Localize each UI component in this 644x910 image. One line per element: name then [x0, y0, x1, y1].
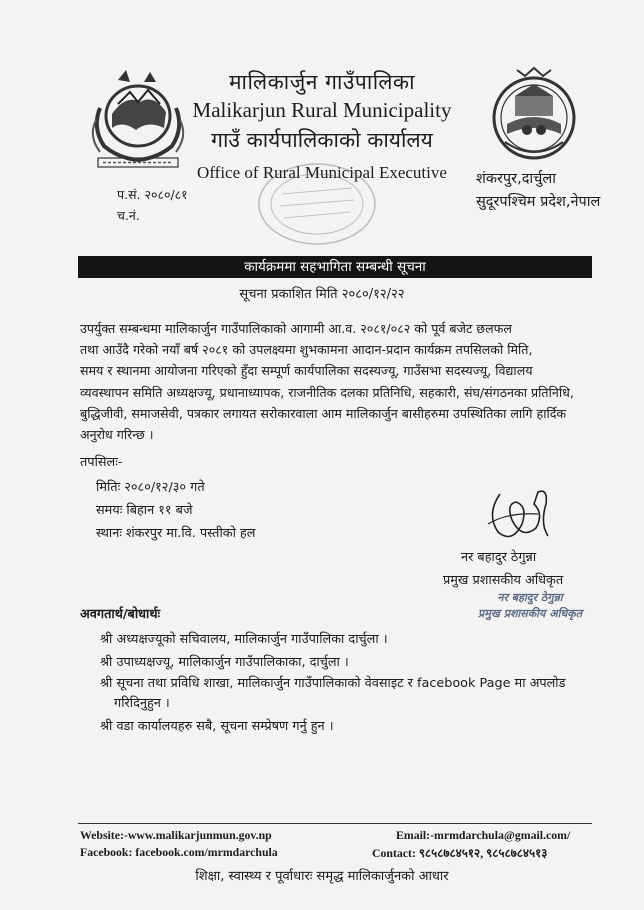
- body-line: समय र स्थानमा आयोजना गरिएको हुँदा सम्पूर्ण कार्यपालिका सदस्यज्यू, गाउँसभा सदस्यज्यू, विद्यालय: [80, 363, 533, 379]
- cc-item: श्री सूचना तथा प्रविधि शाखा, मालिकार्जुन गाउँपालिकाको वेवसाइट र facebook Page मा अपलोड: [100, 676, 566, 691]
- details-label: तपसिलः-: [80, 455, 123, 470]
- footer-website: Website:-www.malikarjunmun.gov.np: [80, 828, 272, 842]
- body-line: तथा आउँदै गरेको नयाँ बर्ष २०८१ को उपलक्ष्यमा शुभकामना आदान-प्रदान कार्यक्रम तपसिलको मिति,: [80, 342, 533, 358]
- stamp-name: नर बहादुर ठेगुन्ना: [497, 591, 563, 604]
- body-line: उपर्युक्त सम्बन्धमा मालिकार्जुन गाउँपालिकाको आगामी आ.व. २०८१/०८२ को पूर्व बजेट छलफल: [80, 321, 512, 336]
- body-line: बुद्धिजीवी, समाजसेवी, पत्रकार लगायत सरोकारवाला आम मालिकार्जुन बासीहरुमा उपस्थितिका लागि हार्दिक: [80, 405, 567, 421]
- footer-contact: Contact: ९८५८७८४५१२, ९८५८७८४५१३: [372, 846, 548, 860]
- signatory-stamp: [470, 590, 590, 622]
- stamp-designation: प्रमुख प्रशासकीय अधिकृत: [478, 607, 582, 620]
- signature-icon: [478, 484, 568, 554]
- footer-divider: [78, 823, 592, 824]
- body-line: व्यवस्थापन समिति अध्यक्षज्यू, प्रधानाध्यापक, राजनीतिक दलका प्रतिनिधि, सहकारी, संघ/संगठनका प्रतिनिधि,: [80, 384, 574, 400]
- office-name-english: Office of Rural Municipal Executive: [197, 163, 447, 182]
- dispatch-number: च.नं.: [117, 208, 140, 223]
- office-name-nepali: गाउँ कार्यपालिकाको कार्यालय: [211, 128, 433, 152]
- signatory-designation: प्रमुख प्रशासकीय अधिकृत: [443, 573, 564, 588]
- event-venue: स्थानः शंकरपुर मा.वि. पस्तीको हल: [96, 526, 256, 541]
- footer-facebook: Facebook: facebook.com/mrmdarchula: [80, 845, 278, 859]
- published-date: सूचना प्रकाशित मिति २०८०/१२/२२: [239, 287, 405, 302]
- footer-email: Email:-mrmdarchula@gmail.com/: [396, 828, 571, 842]
- notice-body: [80, 318, 600, 445]
- cc-item: श्री वडा कार्यालयहरु सबै, सूचना सम्प्रेषण गर्नु हुन ।: [100, 719, 334, 734]
- footer-motto: शिक्षा, स्वास्थ्य र पूर्वाधारः समृद्ध मालिकार्जुनको आधार: [195, 869, 449, 884]
- cc-label: अवगतार्थ/बोधार्थः: [80, 607, 161, 622]
- address-line-1: शंकरपुर,दार्चुला: [476, 171, 556, 187]
- office-seal-stamp-icon: [252, 158, 382, 253]
- cc-item: श्री उपाध्यक्षज्यू, मालिकार्जुन गाउँपालिकाका, दार्चुला ।: [100, 655, 349, 670]
- event-time: समयः बिहान ११ बजे: [96, 503, 193, 518]
- signatory-name: नर बहादुर ठेगुन्ना: [461, 550, 537, 565]
- address-line-2: सुदूरपश्चिम प्रदेश,नेपाल: [476, 194, 601, 210]
- body-line: अनुरोध गरिन्छ ।: [80, 427, 154, 443]
- notice-heading: कार्यक्रममा सहभागिता सम्बन्धी सूचना: [78, 256, 592, 278]
- cc-item: गरिदिनुहुन ।: [114, 696, 170, 711]
- event-date: मितिः २०८०/१२/३० गते: [96, 480, 205, 495]
- municipality-name-english: Malikarjun Rural Municipality: [192, 98, 452, 122]
- cc-item: श्री अध्यक्षज्यूको सचिवालय, मालिकार्जुन गाउँपालिका दार्चुला ।: [100, 632, 388, 647]
- reference-number: प.सं. २०८०/८१: [117, 187, 188, 202]
- municipality-name-nepali: मालिकार्जुन गाउँपालिका: [228, 70, 416, 94]
